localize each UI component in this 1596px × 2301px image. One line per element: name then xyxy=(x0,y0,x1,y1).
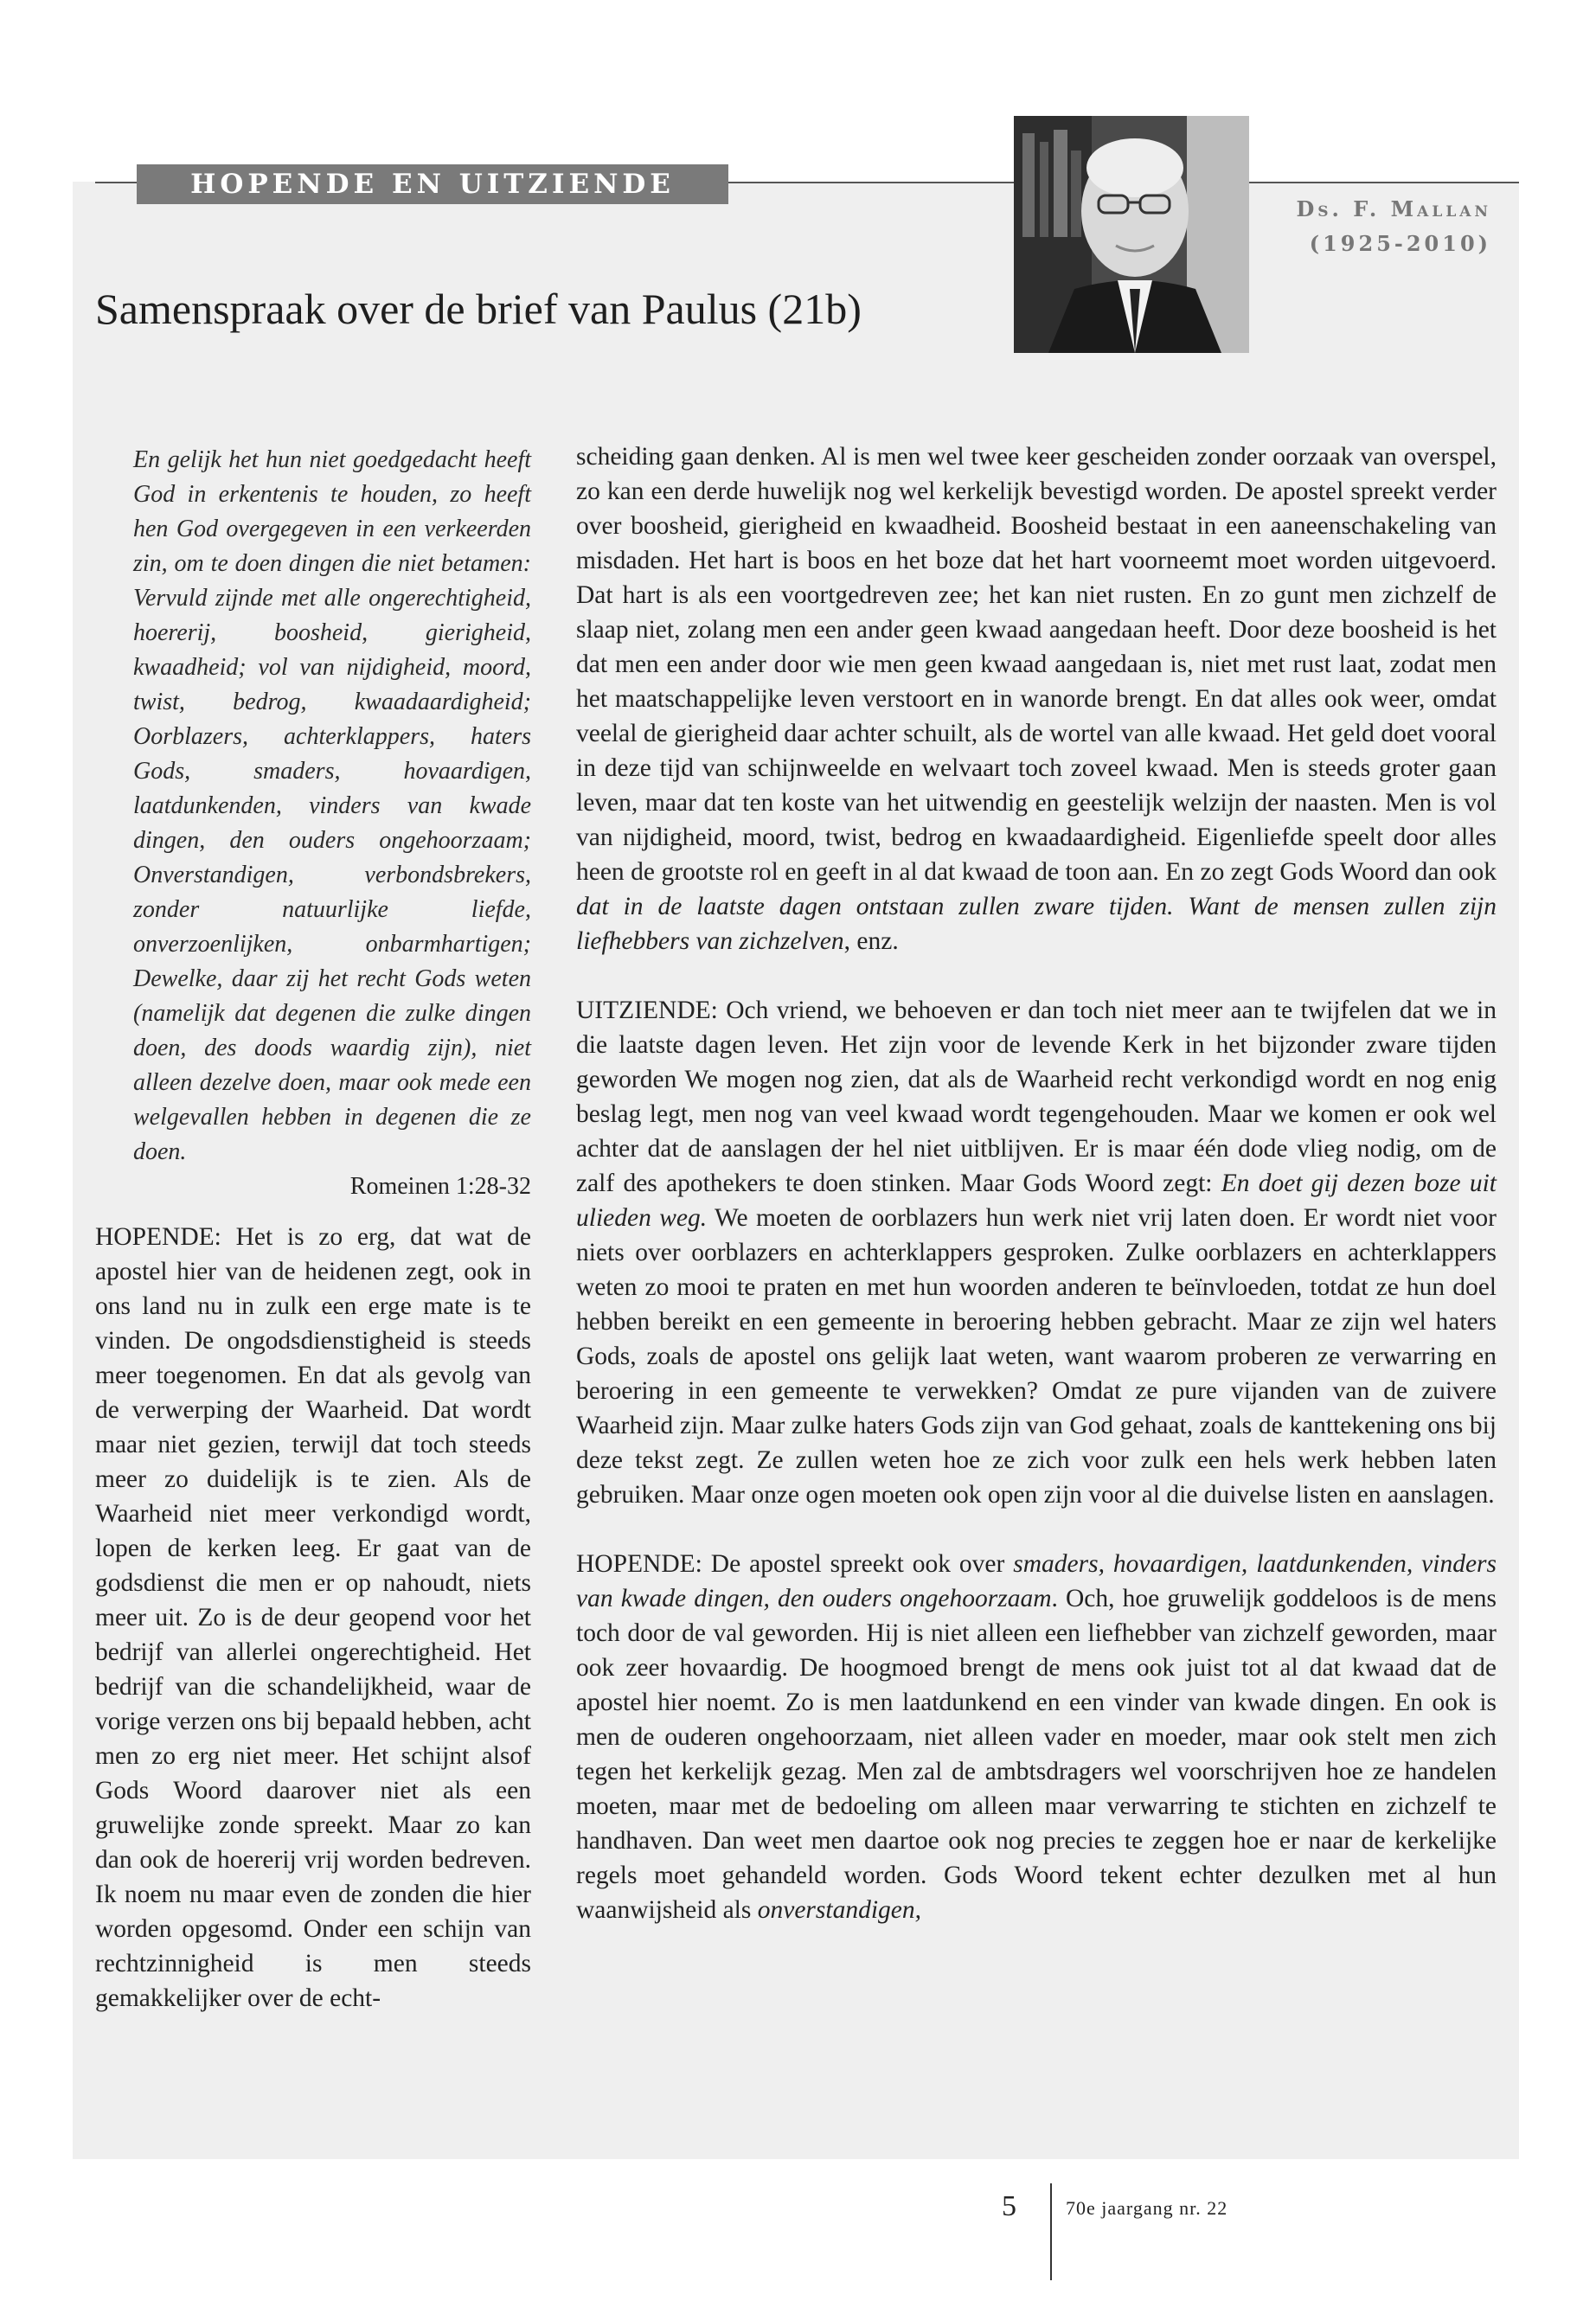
scripture-quote: En gelijk het hun niet goedgedacht heeft God in erkentenis te houden, zo heeft hen God overgegeven in een verkeerden zin, om te doen dingen die niet betamen: Vervuld zijnde met alle ongerechtigheid, hoererij, boosheid, gierigheid, kwaadheid; vol van nijdigheid, moord, twist, bedrog, kwaadaardigheid; Oorblazers, achterklappers, haters Gods, smaders, hovaardigen, laatdunkenden, vinders van kwade dingen, den ouders ongehoorzaam; Onverstandigen, verbondsbrekers, zonder natuurlijke liefde, onverzoenlijken, onbarmhartigen; Dewelke, daar zij het recht Gods weten (namelijk dat degenen die zulke dingen doen, des doods waardig zijn), niet alleen dezelve doen, maar ook mede een welgevallen hebben in degenen die ze doen. xyxy=(133,446,531,1165)
issue-info: 70e jaargang nr. 22 xyxy=(1066,2197,1228,2219)
page-number: 5 xyxy=(1002,2190,1016,2222)
author-portrait-image xyxy=(1014,116,1249,353)
author-byline xyxy=(1249,192,1491,261)
text-run: scheiding gaan denken. Al is men wel twee keer gescheiden zonder oorzaak van overspel, zo kan een derde huwelijk nog wel kerkelijk bevestigd worden. De apostel spreekt verder over boosheid, gierigheid en kwaadheid. Boosheid bestaat in een aaneenschakeling van misdaden. Het hart is boos en het boze dat het hart voorneemt moet worden uitgevoerd. Dat hart is als een voortgedreven zee; het kan niet rusten. En zo gunt men zichzelf de slaap niet, zolang men een ander geen kwaad aangedaan heeft. Door deze boosheid is het dat men een ander door wie men geen kwaad aangedaan is, niet met rust laat, zodat men het maatschappelijke leven verstoort en in wanorde brengt. En dat alles ook weer, omdat veelal de gierigheid daar achter schuilt, als de wortel van alle kwaad. Het geld doet vooral in deze tijd van schijnweelde en welvaart toch zoveel kwaad. Men is steeds groter gaan leven, maar dat ten koste van het uitwendig en geestelijk welzijn der naasten. Men is vol van nijdigheid, moord, twist, bedrog en kwaadaardigheid. Eigenliefde speelt door alles heen de grootste rol en geeft in al dat kwaad de toon aan. En zo zegt Gods Woord dan ook xyxy=(576,443,1497,886)
text-run: HOPENDE: De apostel spreekt ook over xyxy=(576,1550,1014,1578)
body-paragraph xyxy=(576,993,1497,1512)
header-rule-middle xyxy=(727,182,1016,183)
header-rule-left xyxy=(95,182,138,183)
body-paragraph xyxy=(576,1547,1497,1927)
text-run: . Och, hoe gruwelijk goddeloos is de mens toch door de val geworden. Hij is niet alleen een liefhebber van zichzelf geworden, maar ook zeer hovaardig. De hoogmoed brengt de mens ook juist tot al dat kwaad dat de apostel hier noemt. Zo is men laatdunkend en een vinder van kwade dingen. En ook is men de ouderen ongehoorzaam, niet alleen vader en moeder, maar ook stelt men zich tegen het kerkelijk gezag. Men zal de ambtsdragers wel voorschrijven hoe ze handelen moeten, maar met de bedoeling om alleen maar verwarring te stichten en zichzelf te handhaven. Dan weet men daartoe ook nog precies te zeggen hoe er naar de kerkelijke regels moet gehandeld worden. Gods Woord tekent echter dezulken met al hun waanwijsheid als xyxy=(576,1585,1497,1924)
article-title: Samenspraak over de brief van Paulus (21b) xyxy=(95,285,862,333)
right-column xyxy=(576,439,1497,1927)
text-run: We moeten de oorblazers hun werk niet vrij laten doen. Er wordt niet voor niets over oorblazers en achterklappers gesproken. Zulke oorblazers en achterklappers weten zo mooi te praten en met hun woorden anderen te beïnvloeden, totdat ze hun doel hebben bereikt en een gemeente in beroering hebben gebracht. Maar ze zijn wel haters Gods, zoals de apostel ons gelijk laat weten, want waarom proberen ze verwarring en beroering in een gemeente te verwekken? Omdat ze pure vijanden van de zuivere Waarheid zijn. Maar zulke haters Gods zijn van God gehaat, zoals de kanttekening ons bij deze tekst zegt. Ze zullen weten hoe ze zich voor zulk een hels werk hebben laten gebruiken. Maar onze ogen moeten ook open zijn voor al die duivelse listen en aanslagen. xyxy=(576,1204,1497,1509)
author-years: (1925-2010) xyxy=(1309,231,1491,256)
text-run-italic: dat in de laatste dagen ontstaan zullen zware tijden. Want de mensen zullen zijn liefhebbers van zichzelven xyxy=(576,893,1497,955)
footer-divider xyxy=(1050,2183,1052,2280)
text-run: , enz. xyxy=(843,927,899,955)
text-run: UITZIENDE: Och vriend, we behoeven er dan toch niet meer aan te twijfelen dat we in die laatste dagen leven. Het zijn voor de levende Kerk in het bijzonder zware tijden geworden We mogen nog zien, dat als de Waarheid recht verkondigd wordt en nog enig beslag legt, men nog van veel kwaad wordt tegengehouden. Maar we komen er ook wel achter dat de aanslagen der hel niet uitblijven. Er is maar één dode vlieg nodig, om de zalf des apothekers te doen stinken. Maar Gods Woord zegt: xyxy=(576,997,1497,1197)
body-paragraph: HOPENDE: Het is zo erg, dat wat de apostel hier van de heidenen zegt, ook in ons land nu in zulk een erge mate is te vinden. De ongodsdienstigheid is steeds meer toegenomen. En dat als gevolg van de verwerping der Waarheid. Dat wordt maar niet gezien, terwijl dat toch steeds meer zo duidelijk is te zien. Als de Waarheid niet meer verkondigd wordt, lopen de kerken leeg. Er gaat van de godsdienst die men er op nahoudt, niets meer uit. Zo is de deur geopend voor het bedrijf van allerlei ongerechtigheid. Het bedrijf van die schandelijkheid, waar de vorige verzen ons bij bepaald hebben, acht men zo erg niet meer. Het schijnt alsof Gods Woord daarover niet als een gruwelijke zonde spreekt. Maar zo kan dan ook de hoererij vrij worden bedreven. Ik noem nu maar even de zonden die hier worden opgesomd. Onder een schijn van rechtzinnigheid is men steeds gemakkelijker over de echt- xyxy=(95,1223,531,2012)
body-paragraph xyxy=(576,439,1497,958)
text-run-italic: onverstandigen, xyxy=(757,1896,921,1924)
section-kicker: HOPENDE EN UITZIENDE xyxy=(137,164,728,204)
author-name: Ds. F. Mallan xyxy=(1296,196,1491,221)
author-portrait xyxy=(1014,116,1249,353)
scripture-reference: Romeinen 1:28-32 xyxy=(349,1173,531,1200)
text-run-italic: smaders, hovaardigen, laatdunkenden, vinders van kwade dingen, den ouders ongehoorzaam xyxy=(576,1550,1497,1612)
left-column xyxy=(95,443,531,2016)
text-run-italic: En doet gij dezen boze uit ulieden weg. xyxy=(576,1170,1497,1232)
header-rule-right xyxy=(1249,182,1519,183)
